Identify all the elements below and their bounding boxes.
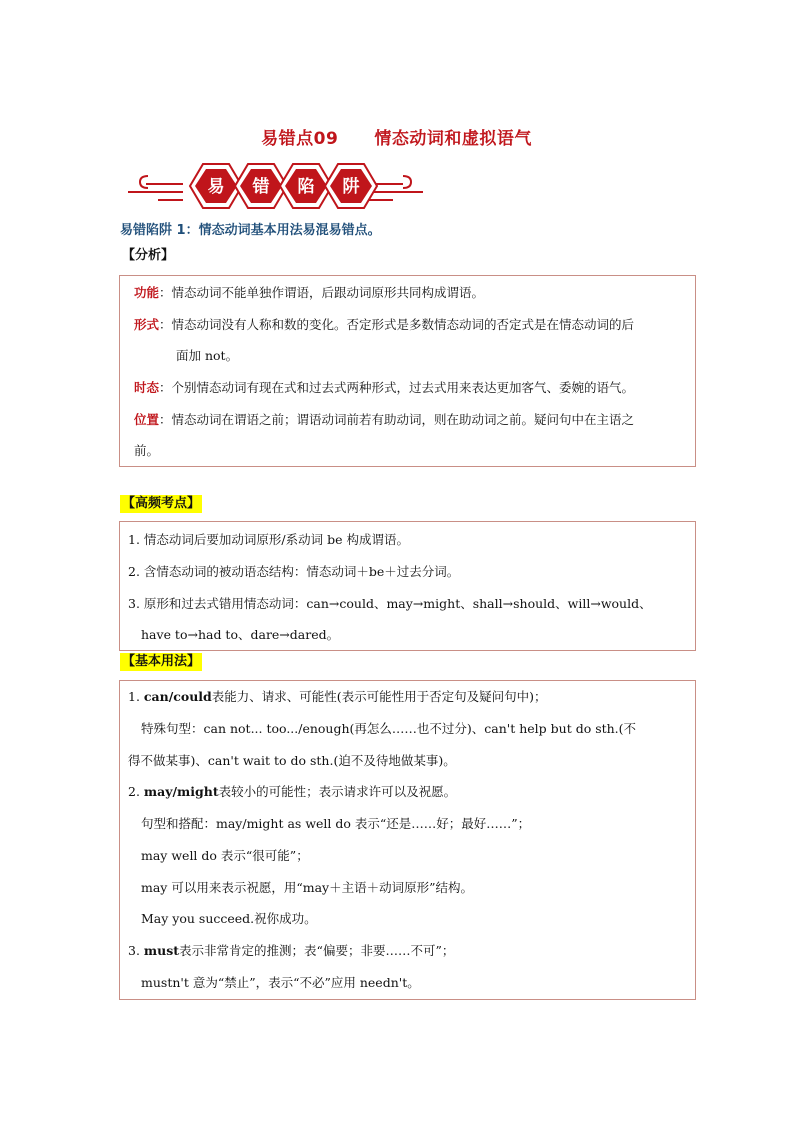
analysis-label: 【分析】 [122, 248, 175, 263]
high-freq-item: 2. 含情态动词的被动语态结构：情态动词＋be＋过去分词。 [128, 564, 460, 579]
trap-1-heading: 易错陷阱 1：情态动词基本用法易混易错点。 [120, 223, 381, 238]
high-freq-item: 3. 原形和过去式错用情态动词：can→could、may→might、shall→should、will→would、 [128, 596, 652, 611]
analysis-text: ：个别情态动词有现在式和过去式两种形式，过去式用来表达更加客气、委婉的语气。 [159, 380, 635, 395]
analysis-text: ：情态动词不能单独作谓语，后跟动词原形共同构成谓语。 [159, 285, 485, 300]
high-freq-item: have to→had to、dare→dared。 [141, 627, 340, 642]
basic-item-3 [128, 943, 454, 959]
analysis-item [134, 317, 634, 333]
analysis-item [134, 285, 484, 301]
item-text: 表能力、请求、可能性(表示可能性用于否定句及疑问句中)； [211, 689, 547, 704]
banner-char-2: 错 [252, 177, 270, 197]
analysis-text: ：情态动词在谓语之前；谓语动词前若有助动词，则在助动词之前。疑问句中在主语之 [159, 412, 635, 427]
analysis-box [119, 275, 696, 467]
item-text: 表示非常肯定的推测；表“偏要；非要……不可”； [179, 943, 455, 958]
basic-line: 特殊句型：can not... too.../enough(再怎么……也不过分)、can't help but do sth.(不 [141, 721, 637, 736]
basic-item-1 [128, 689, 547, 705]
analysis-cont: 前。 [134, 443, 160, 458]
item-text: 表较小的可能性；表示请求许可以及祝愿。 [218, 784, 457, 799]
title-left: 易错点09 [261, 129, 339, 149]
banner-left-ornament [128, 176, 183, 200]
page-title [0, 124, 793, 149]
analysis-key-form: 形式 [134, 317, 160, 332]
item-number: 1. [128, 689, 144, 704]
keyword: must [143, 943, 180, 958]
banner-char-4: 阱 [342, 177, 360, 197]
analysis-key-tense: 时态 [134, 380, 160, 395]
basic-line: May you succeed.祝你成功。 [141, 911, 317, 926]
analysis-text: ：情态动词没有人称和数的变化。否定形式是多数情态动词的否定式是在情态动词的后 [159, 317, 635, 332]
basic-usage-box [119, 680, 696, 1000]
banner-easy-trap [128, 160, 423, 212]
item-number: 3. [128, 943, 144, 958]
title-right: 情态动词和虚拟语气 [374, 129, 532, 149]
high-freq-item: 1. 情态动词后要加动词原形/系动词 be 构成谓语。 [128, 532, 409, 547]
basic-line: may well do 表示“很可能”； [141, 848, 309, 863]
analysis-item [134, 412, 634, 428]
item-number: 2. [128, 784, 144, 799]
keyword: may/might [143, 784, 219, 799]
basic-usage-label: 【基本用法】 [122, 654, 201, 669]
basic-line: mustn't 意为“禁止”，表示“不必”应用 needn't。 [141, 975, 420, 990]
analysis-cont: 面加 not。 [176, 348, 239, 363]
basic-line: 得不做某事)、can't wait to do sth.(迫不及待地做某事)。 [128, 753, 456, 768]
keyword: can/could [143, 689, 212, 704]
high-freq-box [119, 521, 696, 651]
analysis-item [134, 380, 634, 396]
banner-char-1: 易 [207, 177, 225, 197]
basic-line: 句型和搭配：may/might as well do 表示“还是……好；最好……”； [141, 816, 531, 831]
analysis-key-function: 功能 [134, 285, 160, 300]
high-freq-label: 【高频考点】 [122, 496, 201, 511]
banner-char-3: 陷 [297, 177, 315, 197]
basic-line: may 可以用来表示祝愿，用“may＋主语＋动词原形”结构。 [141, 880, 473, 895]
basic-item-2 [128, 784, 456, 800]
analysis-key-position: 位置 [134, 412, 160, 427]
